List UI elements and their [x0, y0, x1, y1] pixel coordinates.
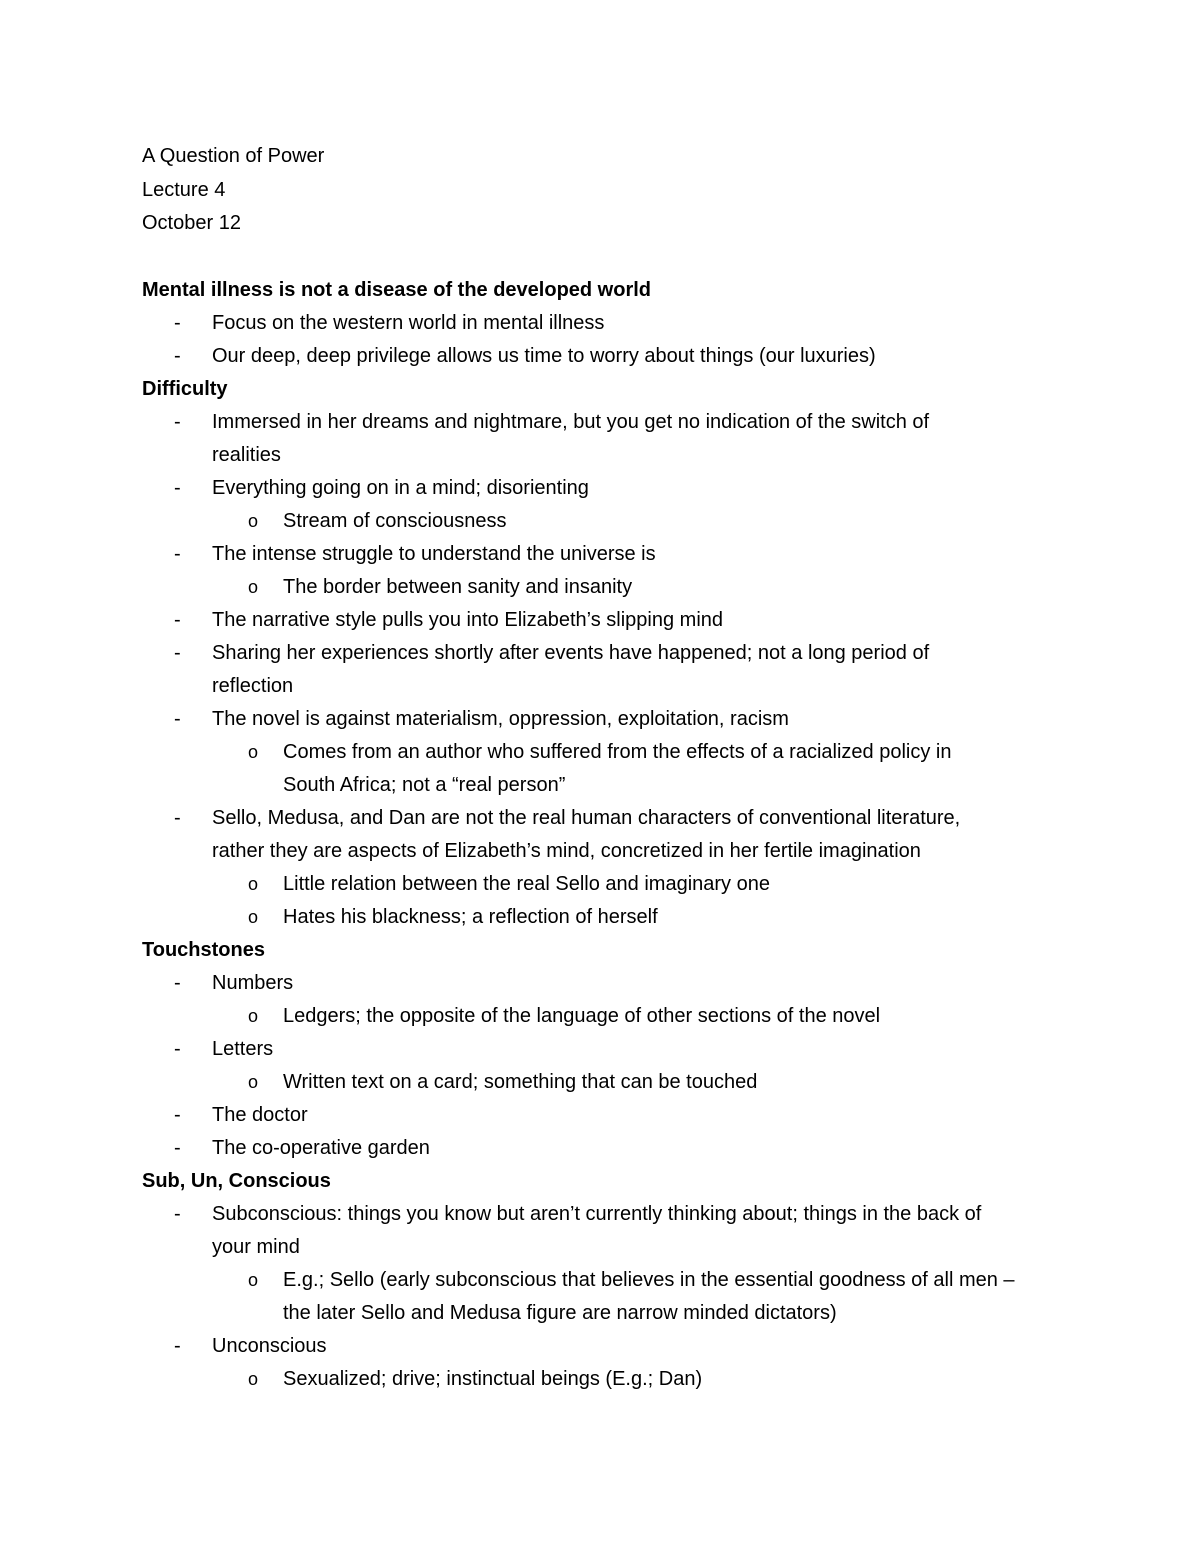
section-heading: Sub, Un, Conscious [142, 1169, 331, 1192]
dash-bullet-icon: - [174, 1334, 181, 1357]
bullet-item [142, 538, 1082, 571]
dash-bullet-icon: - [174, 311, 181, 334]
circle-bullet-icon: o [248, 1071, 259, 1092]
dash-bullet-icon: - [174, 410, 181, 433]
bullet-item [142, 1198, 1082, 1264]
note-text: Our deep, deep privilege allows us time to worry about things (our luxuries) [212, 344, 876, 367]
notes-body [142, 274, 1082, 1396]
bullet-item [142, 406, 1082, 472]
dash-bullet-icon: - [174, 641, 181, 664]
note-text: Sello, Medusa, and Dan are not the real human characters of conventional literature, rather they are aspects of Elizabeth’s mind, concretized in her fertile imagination [212, 806, 961, 862]
document-header [142, 140, 1082, 241]
blank-line [142, 241, 1082, 274]
sub-bullet-item [142, 571, 1082, 604]
note-text: Everything going on in a mind; disorienting [212, 476, 589, 499]
note-text: Little relation between the real Sello and imaginary one [283, 872, 770, 895]
note-text: The border between sanity and insanity [283, 575, 633, 598]
bullet-item [142, 307, 1082, 340]
note-text: Subconscious: things you know but aren’t currently thinking about; things in the back of your mind [212, 1202, 982, 1258]
note-text: Unconscious [212, 1334, 327, 1357]
sub-bullet-item [142, 1066, 1082, 1099]
bullet-item [142, 472, 1082, 505]
sub-bullet-item [142, 1264, 1082, 1330]
note-text: Stream of consciousness [283, 509, 507, 532]
sub-bullet-item [142, 1000, 1082, 1033]
bullet-item [142, 703, 1082, 736]
sub-bullet-item [142, 505, 1082, 538]
note-text: Hates his blackness; a reflection of herself [283, 905, 658, 928]
bullet-item [142, 340, 1082, 373]
sub-bullet-item [142, 868, 1082, 901]
dash-bullet-icon: - [174, 344, 181, 367]
note-text: The co-operative garden [212, 1136, 430, 1159]
note-text: Letters [212, 1037, 274, 1060]
circle-bullet-icon: o [248, 741, 259, 762]
circle-bullet-icon: o [248, 906, 259, 927]
bullet-item [142, 967, 1082, 1000]
dash-bullet-icon: - [174, 1037, 181, 1060]
circle-bullet-icon: o [248, 510, 259, 531]
dash-bullet-icon: - [174, 806, 181, 829]
note-text: Focus on the western world in mental illness [212, 311, 605, 334]
note-text: E.g.; Sello (early subconscious that believes in the essential goodness of all men – the later Sello and Medusa figure are narrow minded dictators) [283, 1268, 1015, 1324]
note-text: Sharing her experiences shortly after events have happened; not a long period of reflection [212, 641, 930, 697]
note-text: Sexualized; drive; instinctual beings (E.g.; Dan) [283, 1367, 703, 1390]
circle-bullet-icon: o [248, 1368, 259, 1389]
circle-bullet-icon: o [248, 1269, 259, 1290]
dash-bullet-icon: - [174, 1136, 181, 1159]
note-text: The intense struggle to understand the universe is [212, 542, 656, 565]
lecture-number: Lecture 4 [142, 178, 226, 201]
bullet-item [142, 1033, 1082, 1066]
bullet-item [142, 1330, 1082, 1363]
dash-bullet-icon: - [174, 542, 181, 565]
note-text: The narrative style pulls you into Elizabeth’s slipping mind [212, 608, 724, 631]
bullet-item [142, 637, 1082, 703]
note-text: Written text on a card; something that can be touched [283, 1070, 758, 1093]
dash-bullet-icon: - [174, 608, 181, 631]
note-text: Comes from an author who suffered from the effects of a racialized policy in South Africa; not a “real person” [283, 740, 952, 796]
section-heading: Touchstones [142, 938, 265, 961]
dash-bullet-icon: - [174, 1103, 181, 1126]
lecture-date: October 12 [142, 212, 241, 234]
bullet-item [142, 1099, 1082, 1132]
note-text: Immersed in her dreams and nightmare, but you get no indication of the switch of realities [212, 410, 930, 466]
note-text: Numbers [212, 971, 294, 994]
bullet-item [142, 1132, 1082, 1165]
dash-bullet-icon: - [174, 971, 181, 994]
circle-bullet-icon: o [248, 873, 259, 894]
section-heading: Mental illness is not a disease of the developed world [142, 278, 652, 301]
bullet-item [142, 604, 1082, 637]
circle-bullet-icon: o [248, 1005, 259, 1026]
note-text: The novel is against materialism, oppression, exploitation, racism [212, 707, 789, 730]
document-title: A Question of Power [142, 145, 325, 167]
dash-bullet-icon: - [174, 476, 181, 499]
document-page [142, 140, 1082, 1396]
dash-bullet-icon: - [174, 707, 181, 730]
sub-bullet-item [142, 736, 1082, 802]
note-text: Ledgers; the opposite of the language of other sections of the novel [283, 1004, 881, 1027]
sub-bullet-item [142, 901, 1082, 934]
note-text: The doctor [212, 1103, 308, 1126]
sub-bullet-item [142, 1363, 1082, 1396]
section-heading: Difficulty [142, 377, 228, 400]
circle-bullet-icon: o [248, 576, 259, 597]
dash-bullet-icon: - [174, 1202, 181, 1225]
bullet-item [142, 802, 1082, 868]
